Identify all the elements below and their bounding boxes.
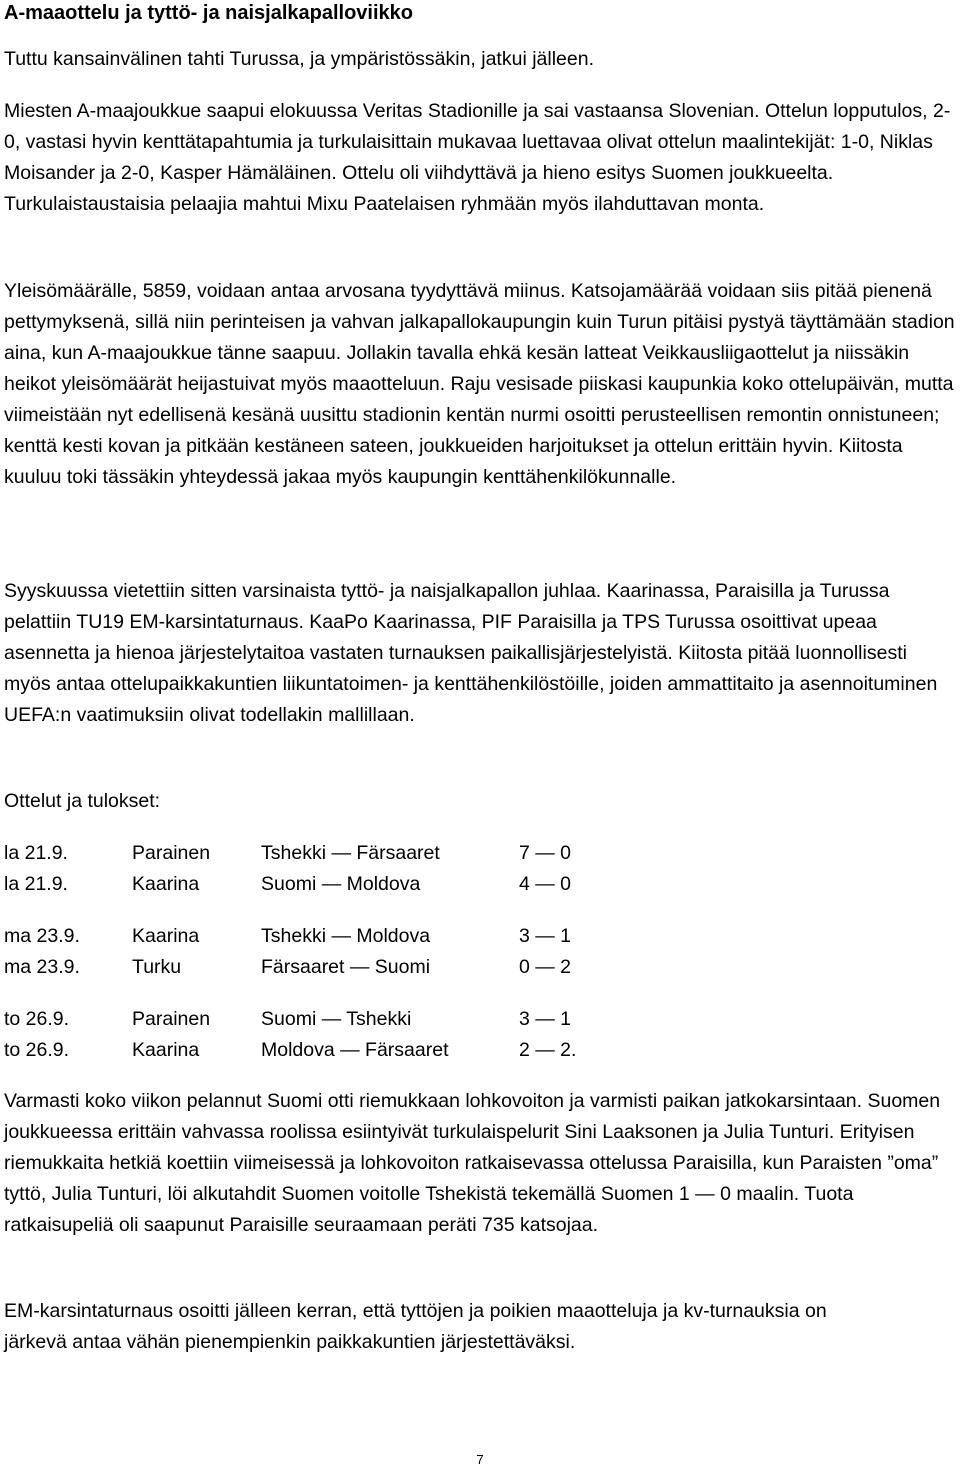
result-row	[4, 1004, 599, 1035]
paragraph-intro: Tuttu kansainvälinen tahti Turussa, ja ympäristössäkin, jatkui jälleen.	[4, 48, 594, 70]
result-score: 2 — 2.	[519, 1039, 577, 1061]
paragraph-syyskuu: Syyskuussa vietettiin sitten varsinaista tyttö- ja naisjalkapallon juhlaa. Kaarinassa, Paraisilla ja Turussa pelattiin TU19 EM-karsintaturnaus. KaaPo Kaarinassa, PIF Paraisilla ja TPS Turussa osoittivat upeaa asennetta ja hienoa järjestelytaitoa vastaten turnauksen paikallisjärjestelyistä. Kiitosta pitää luonnollisesti myös antaa ottelupaikkakuntien liikuntatoimen- ja kenttähenkilöstöille, joiden ammattitaito ja asennoituminen UEFA:n vaatimuksiin olivat todellakin mallillaan.	[4, 580, 938, 726]
result-spacer	[4, 983, 599, 1004]
paragraph-suomi-voitto: Varmasti koko viikon pelannut Suomi otti riemukkaan lohkovoiton ja varmisti paikan jatkokarsintaan. Suomen joukkueessa erittäin vahvassa roolissa esiintyivät turkulaispelurit Sini Laaksonen ja Julia Tunturi. Erityisen riemukkaita hetkiä koettiin viimeisessä ja lohkovoiton ratkaisevassa ottelussa Paraisilla, kun Paraisten ”oma” tyttö, Julia Tunturi, löi alkutahdit Suomen voitolle Tshekistä tekemällä Suomen 1 — 0 maalin. Tuota ratkaisupeliä oli saapunut Paraisille seuraamaan peräti 735 katsojaa.	[4, 1090, 941, 1236]
result-place: Parainen	[132, 842, 211, 864]
result-score: 4 — 0	[519, 873, 572, 895]
result-place: Kaarina	[132, 925, 200, 947]
results-table	[4, 838, 599, 1066]
result-row	[4, 869, 599, 900]
result-score: 0 — 2	[519, 956, 572, 978]
result-date: to 26.9.	[4, 1039, 70, 1061]
result-date: to 26.9.	[4, 1008, 70, 1030]
result-row	[4, 1035, 599, 1066]
result-score: 3 — 1	[519, 1008, 572, 1030]
result-row	[4, 952, 599, 983]
result-match: Moldova — Färsaaret	[261, 1039, 449, 1061]
paragraph-em-karsinta: EM-karsintaturnaus osoitti jälleen kerran, että tyttöjen ja poikien maaotteluja ja kv-turnauksia on järkevä antaa vähän pienempienkin paikkakuntien järjestettäväksi.	[4, 1300, 827, 1353]
page-number: 7	[476, 1452, 484, 1467]
result-place: Kaarina	[132, 873, 200, 895]
results-heading: Ottelut ja tulokset:	[4, 790, 161, 812]
result-match: Tshekki — Färsaaret	[261, 842, 440, 864]
result-date: la 21.9.	[4, 842, 68, 864]
result-match: Tshekki — Moldova	[261, 925, 431, 947]
result-place: Parainen	[132, 1008, 211, 1030]
result-match: Färsaaret — Suomi	[261, 956, 431, 978]
result-spacer	[4, 900, 599, 921]
result-date: ma 23.9.	[4, 925, 80, 947]
document-title: A-maaottelu ja tyttö- ja naisjalkapalloviikko	[4, 2, 414, 24]
paragraph-yleisomaara: Yleisömäärälle, 5859, voidaan antaa arvosana tyydyttävä miinus. Katsojamäärää voidaan siis pitää pienenä pettymyksenä, sillä niin perinteisen ja vahvan jalkapallokaupungin kuin Turun pitäisi pystyä täyttämään stadion aina, kun A-maajoukkue tänne saapuu. Jollakin tavalla ehkä kesän latteat Veikkausliigaottelut ja niissäkin heikot yleisömäärät heijastuivat myös maaotteluun. Raju vesisade piiskasi kaupunkia koko ottelupäivän, mutta viimeistään nyt edellisenä kesänä uusittu stadionin kentän nurmi osoitti perusteellisen remontin onnistuneen; kenttä kesti kovan ja pitkään kestäneen sateen, joukkueiden harjoitukset ja ottelun erittäin hyvin. Kiitosta kuuluu toki tässäkin yhteydessä jakaa myös kaupungin kenttähenkilökunnalle.	[4, 280, 955, 488]
result-row	[4, 838, 599, 869]
result-score: 3 — 1	[519, 925, 572, 947]
result-date: la 21.9.	[4, 873, 68, 895]
result-match: Suomi — Moldova	[261, 873, 421, 895]
result-score: 7 — 0	[519, 842, 572, 864]
result-row	[4, 921, 599, 952]
result-place: Turku	[132, 956, 182, 978]
result-place: Kaarina	[132, 1039, 200, 1061]
paragraph-a-maaottelu: Miesten A-maajoukkue saapui elokuussa Veritas Stadionille ja sai vastaansa Slovenian. Ottelun lopputulos, 2-0, vastasi hyvin kenttätapahtumia ja turkulaisittain mukavaa luettavaa olivat ottelun maalintekijät: 1-0, Niklas Moisander ja 2-0, Kasper Hämäläinen. Ottelu oli viihdyttävä ja hieno esitys Suomen joukkueelta. Turkulaistaustaisia pelaajia mahtui Mixu Paatelaisen ryhmään myös ilahduttavan monta.	[4, 100, 951, 215]
result-date: ma 23.9.	[4, 956, 80, 978]
result-match: Suomi — Tshekki	[261, 1008, 412, 1030]
